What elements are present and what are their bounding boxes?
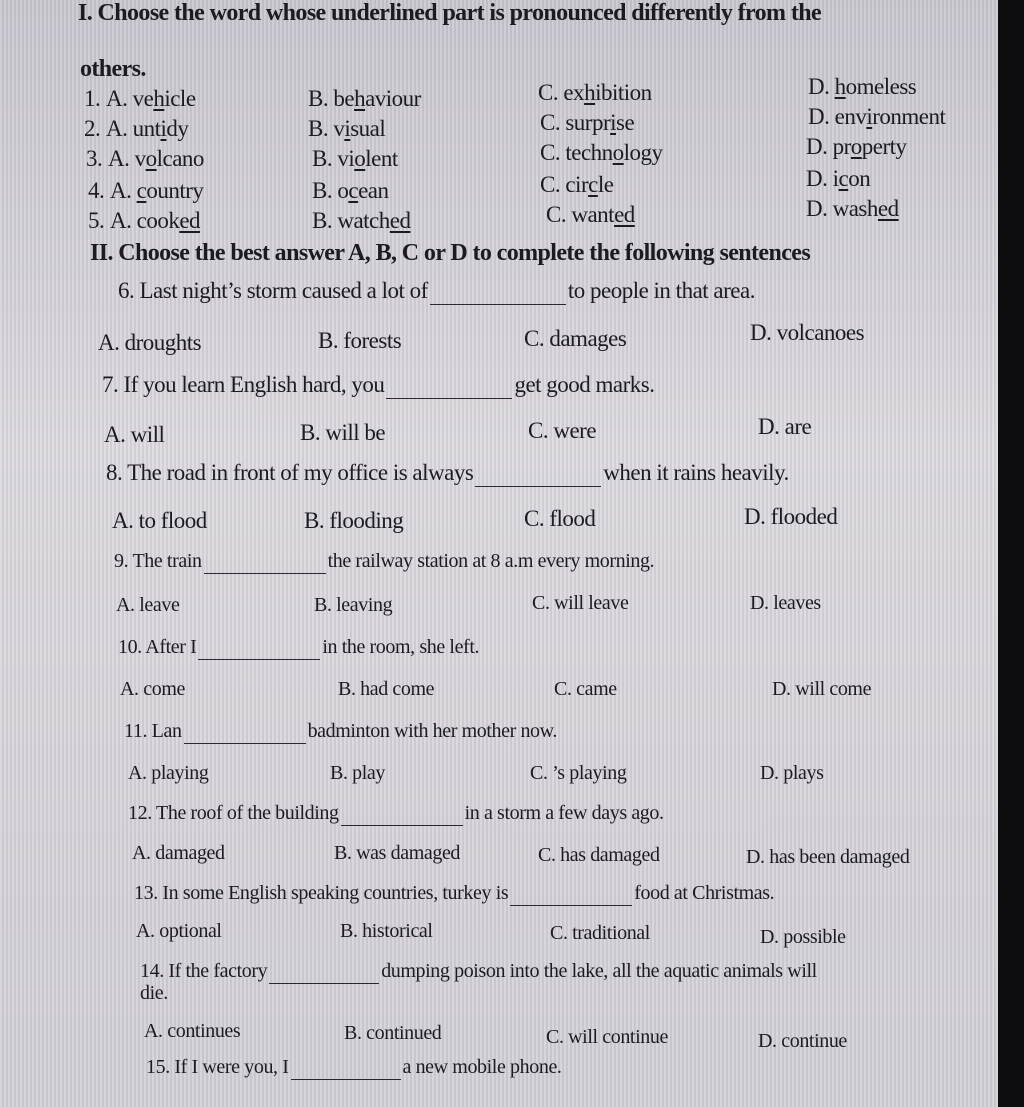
option-a[interactable]: A. optional — [136, 920, 222, 942]
option-c[interactable] — [540, 172, 613, 198]
option-b[interactable]: B. flooding — [304, 508, 404, 533]
option-c[interactable]: C. will leave — [532, 592, 629, 614]
option-b[interactable] — [312, 208, 410, 234]
question-number: 2. — [84, 116, 101, 141]
question-stem-cont: die. — [140, 982, 168, 1004]
option-d[interactable]: D. volcanoes — [750, 320, 865, 345]
option-d-word: D. property — [806, 134, 907, 159]
option-a[interactable] — [108, 146, 204, 172]
option-b[interactable]: B. forests — [318, 328, 402, 353]
answer-blank[interactable] — [341, 802, 463, 826]
section1-heading-cont: others. — [80, 56, 146, 82]
answer-blank[interactable] — [291, 1056, 401, 1080]
option-d[interactable] — [808, 104, 945, 130]
question-stem: 13. In some English speaking countries, turkey is food at Christmas. — [134, 882, 775, 904]
option-c[interactable]: C. flood — [524, 506, 596, 531]
option-d[interactable]: D. are — [758, 414, 812, 439]
option-c[interactable] — [538, 80, 652, 106]
question-stem: 10. After I in the room, she left. — [118, 636, 480, 658]
option-a-word: A. volcano — [108, 146, 204, 171]
answer-blank[interactable] — [510, 882, 632, 906]
answer-blank[interactable] — [204, 550, 326, 574]
question-stem: 12. The roof of the building in a storm a few days ago. — [128, 802, 664, 824]
option-a[interactable]: A. droughts — [98, 330, 202, 355]
option-c-word: C. circle — [540, 172, 614, 197]
answer-blank[interactable] — [386, 372, 512, 399]
section2-heading: II. Choose the best answer A, B, C or D to complete the following sentences — [90, 240, 811, 266]
option-c[interactable]: C. came — [554, 678, 617, 700]
option-a[interactable] — [106, 116, 188, 142]
option-c-word: C. surprise — [540, 110, 635, 135]
option-b[interactable]: B. historical — [340, 920, 433, 942]
option-c[interactable] — [540, 140, 663, 166]
option-b[interactable]: B. will be — [300, 420, 386, 445]
option-b[interactable] — [312, 146, 398, 172]
option-b[interactable] — [308, 86, 421, 112]
option-d[interactable]: D. leaves — [750, 592, 821, 614]
option-a-word: A. cooked — [110, 208, 201, 233]
option-d[interactable] — [806, 134, 907, 160]
option-d-word: D. icon — [806, 166, 871, 191]
option-b[interactable]: B. play — [330, 762, 385, 784]
answer-blank[interactable] — [430, 278, 566, 305]
option-b-word: B. visual — [308, 116, 386, 141]
option-b[interactable]: B. had come — [338, 678, 435, 700]
option-a[interactable]: A. damaged — [132, 842, 225, 864]
question-stem: 8. The road in front of my office is always when it rains heavily. — [106, 460, 789, 485]
option-d[interactable] — [806, 196, 899, 222]
option-d[interactable]: D. will come — [772, 678, 872, 700]
option-c[interactable] — [546, 202, 635, 228]
option-d-word: D. environment — [808, 104, 946, 129]
option-a-word: A. untidy — [106, 116, 189, 141]
option-a[interactable]: A. come — [120, 678, 185, 700]
option-d[interactable]: D. plays — [760, 762, 824, 784]
option-d[interactable]: D. continue — [758, 1030, 847, 1052]
option-a[interactable] — [110, 178, 203, 204]
option-c[interactable]: C. traditional — [550, 922, 650, 944]
option-d[interactable]: D. has been damaged — [746, 846, 910, 868]
option-d-word: D. homeless — [808, 74, 917, 99]
option-c[interactable]: C. damages — [524, 326, 627, 351]
option-a[interactable]: A. continues — [144, 1020, 241, 1042]
question-stem: 9. The train the railway station at 8 a.m every morning. — [114, 550, 655, 572]
option-b-word: B. behaviour — [308, 86, 421, 111]
section1-heading: I. Choose the word whose underlined part is pronounced differently from the — [78, 0, 822, 26]
option-b[interactable] — [308, 116, 385, 142]
option-b[interactable]: B. continued — [344, 1022, 442, 1044]
option-b-word: B. ocean — [312, 178, 389, 203]
question-number: 1. — [84, 86, 101, 111]
question-stem: 11. Lan badminton with her mother now. — [124, 720, 557, 742]
question-stem: 6. Last night’s storm caused a lot of to people in that area. — [118, 278, 755, 303]
question-number: 3. — [86, 146, 103, 171]
question-stem: 7. If you learn English hard, you get good marks. — [102, 372, 655, 397]
option-a[interactable] — [106, 86, 196, 112]
option-a-word: A. vehicle — [106, 86, 196, 111]
option-b[interactable] — [312, 178, 388, 204]
option-d[interactable] — [806, 166, 870, 192]
option-d[interactable]: D. flooded — [744, 504, 838, 529]
option-d-word: D. washed — [806, 196, 899, 221]
option-b[interactable]: B. leaving — [314, 594, 393, 616]
option-a[interactable]: A. playing — [128, 762, 209, 784]
option-d[interactable] — [808, 74, 916, 100]
option-a[interactable]: A. to flood — [112, 508, 207, 533]
answer-blank[interactable] — [475, 460, 601, 487]
option-c-word: C. technology — [540, 140, 663, 165]
option-c[interactable]: C. were — [528, 418, 597, 443]
option-c-word: C. exhibition — [538, 80, 652, 105]
answer-blank[interactable] — [269, 960, 379, 984]
option-c[interactable]: C. has damaged — [538, 844, 660, 866]
question-number: 4. — [88, 178, 105, 203]
dark-screen-edge — [998, 0, 1024, 1107]
option-a[interactable] — [110, 208, 200, 234]
option-a[interactable]: A. will — [104, 422, 165, 447]
option-b-word: B. watched — [312, 208, 411, 233]
option-c-word: C. wanted — [546, 202, 635, 227]
option-a[interactable]: A. leave — [116, 594, 180, 616]
option-c[interactable]: C. ’s playing — [530, 762, 627, 784]
option-c[interactable]: C. will continue — [546, 1026, 668, 1048]
option-d[interactable]: D. possible — [760, 926, 846, 948]
question-stem: 14. If the factory dumping poison into the lake, all the aquatic animals will — [140, 960, 817, 982]
option-c[interactable] — [540, 110, 634, 136]
question-number: 5. — [88, 208, 105, 233]
answer-blank[interactable] — [184, 720, 306, 744]
option-b-word: B. violent — [312, 146, 398, 171]
option-a-word: A. country — [110, 178, 204, 203]
answer-blank[interactable] — [198, 636, 320, 660]
question-stem: 15. If I were you, I a new mobile phone. — [146, 1056, 562, 1078]
option-b[interactable]: B. was damaged — [334, 842, 461, 864]
